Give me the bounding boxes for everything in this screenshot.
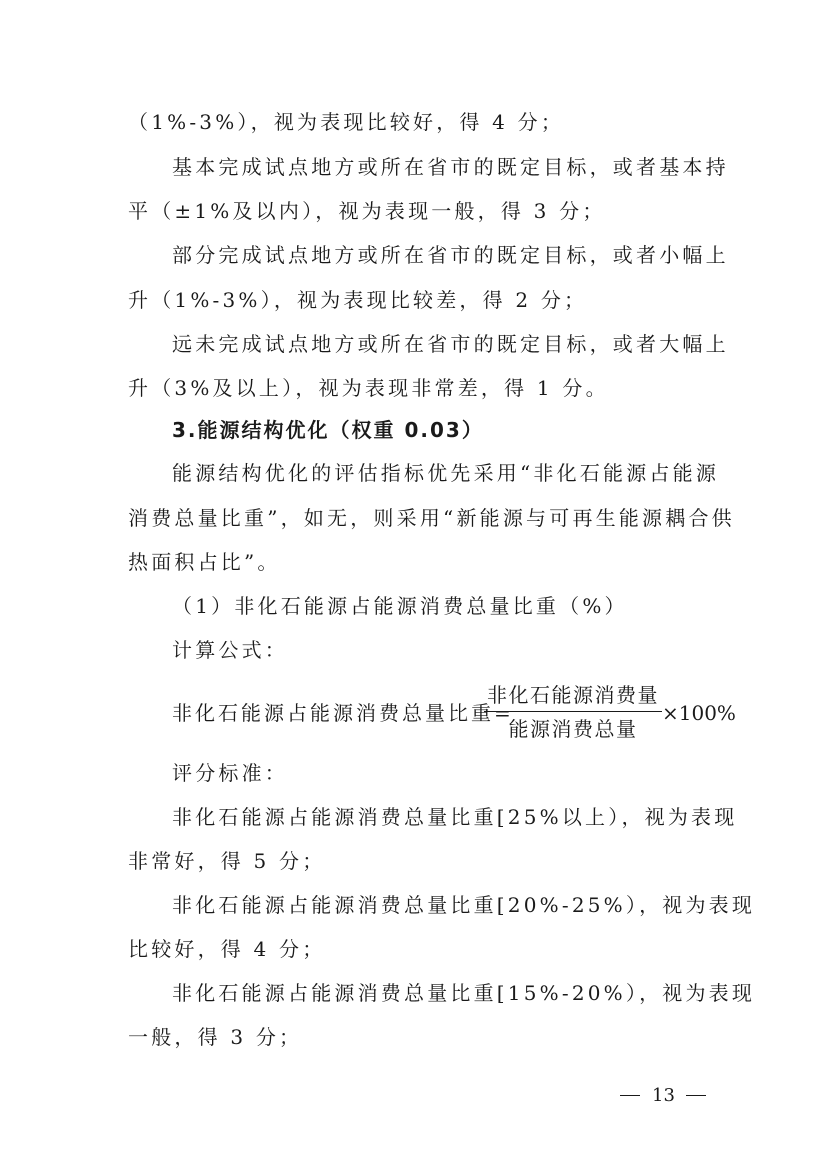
paragraph-line: 能源结构优化的评估指标优先采用“非化石能源占能源 bbox=[172, 461, 720, 485]
paragraph-line: （1%-3%），视为表现比较好，得 4 分； bbox=[128, 110, 565, 134]
paragraph-line: 评分标准： bbox=[172, 761, 288, 785]
formula-fraction bbox=[484, 682, 662, 742]
paragraph-line: 非常好，得 5 分； bbox=[128, 849, 326, 873]
paragraph-line: 非化石能源占能源消费总量比重[15%-20%），视为表现 bbox=[172, 981, 756, 1005]
fraction-bar bbox=[484, 711, 662, 712]
paragraph-line: 非化石能源占能源消费总量比重[25%以上），视为表现 bbox=[172, 805, 738, 829]
paragraph-line: 消费总量比重”，如无，则采用“新能源与可再生能源耦合供 bbox=[128, 506, 735, 530]
formula-numerator: 非化石能源消费量 bbox=[487, 683, 659, 707]
subheading: （1）非化石能源占能源消费总量比重（%） bbox=[172, 594, 628, 618]
paragraph-line: 计算公式： bbox=[172, 638, 288, 662]
page-footer bbox=[620, 1082, 710, 1110]
paragraph-line: 远未完成试点地方或所在省市的既定目标，或者大幅上 bbox=[172, 332, 729, 356]
paragraph-line: 部分完成试点地方或所在省市的既定目标，或者小幅上 bbox=[172, 243, 729, 267]
footer-dash-left bbox=[620, 1095, 640, 1096]
formula-rhs: ×100% bbox=[662, 701, 736, 725]
formula-denominator: 能源消费总量 bbox=[508, 717, 638, 741]
paragraph-line: 非化石能源占能源消费总量比重[20%-25%），视为表现 bbox=[172, 893, 756, 917]
paragraph-line: 基本完成试点地方或所在省市的既定目标，或者基本持 bbox=[172, 155, 729, 179]
page-number: 13 bbox=[652, 1085, 675, 1106]
section-heading: 3.能源结构优化（权重 0.03） bbox=[172, 418, 484, 442]
formula-lhs: 非化石能源占能源消费总量比重= bbox=[172, 701, 514, 725]
paragraph-line: 升（3%及以上），视为表现非常差，得 1 分。 bbox=[128, 376, 609, 400]
paragraph-line: 一般，得 3 分； bbox=[128, 1025, 303, 1049]
paragraph-line: 比较好，得 4 分； bbox=[128, 937, 326, 961]
formula bbox=[172, 682, 736, 752]
footer-dash-right bbox=[686, 1095, 706, 1096]
paragraph-line: 升（1%-3%），视为表现比较差，得 2 分； bbox=[128, 288, 588, 312]
paragraph-line: 热面积占比”。 bbox=[128, 550, 281, 574]
paragraph-line: 平（±1%及以内），视为表现一般，得 3 分； bbox=[128, 199, 606, 223]
